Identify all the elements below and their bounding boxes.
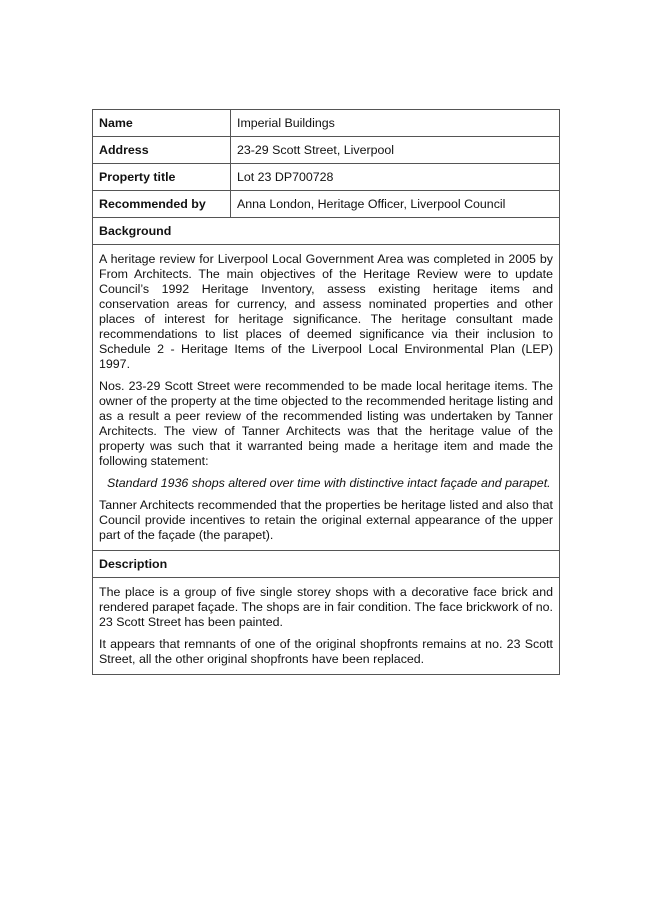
recommended-by-row	[93, 191, 560, 218]
field-label: Name	[93, 110, 231, 137]
background-body	[93, 245, 560, 551]
description-heading-row	[93, 551, 560, 578]
field-value: 23-29 Scott Street, Liverpool	[231, 137, 560, 164]
address-row	[93, 137, 560, 164]
field-label: Address	[93, 137, 231, 164]
field-label: Property title	[93, 164, 231, 191]
description-body-row	[93, 578, 560, 675]
field-value: Anna London, Heritage Officer, Liverpool Council	[231, 191, 560, 218]
field-value: Lot 23 DP700728	[231, 164, 560, 191]
description-paragraph: The place is a group of five single storey shops with a decorative face brick and rendered parapet façade. The shops are in fair condition. The face brickwork of no. 23 Scott Street has been painted.	[99, 585, 553, 629]
background-heading-row	[93, 218, 560, 245]
background-paragraph: Nos. 23-29 Scott Street were recommended to be made local heritage items. The owner of the property at the time objected to the recommended heritage listing and as a result a peer review of the recommended listing was undertaken by Tanner Architects. The view of Tanner Architects was that the heritage value of the property was such that it warranted being made a heritage item and made the following statement:	[99, 379, 553, 468]
description-paragraph: It appears that remnants of one of the original shopfronts remains at no. 23 Scott Street, all the other original shopfronts have been replaced.	[99, 637, 553, 666]
tanner-quote: Standard 1936 shops altered over time with distinctive intact façade and parapet.	[107, 476, 551, 490]
background-paragraph: A heritage review for Liverpool Local Government Area was completed in 2005 by From Architects. The main objectives of the Heritage Review were to update Council’s 1992 Heritage Inventory, assess existing heritage items and conservation areas for currency, and assess nominated properties and other places of interest for heritage significance. The heritage consultant made recommendations to list places of deemed significance via their inclusion to Schedule 2 - Heritage Items of the Liverpool Local Environmental Plan (LEP) 1997.	[99, 252, 553, 371]
heritage-details-table	[92, 109, 560, 675]
field-value: Imperial Buildings	[231, 110, 560, 137]
background-body-row	[93, 245, 560, 551]
background-paragraph: Tanner Architects recommended that the properties be heritage listed and also that Council provide incentives to retain the original external appearance of the upper part of the façade (the parapet).	[99, 498, 553, 542]
field-label: Recommended by	[93, 191, 231, 218]
background-heading: Background	[93, 218, 560, 245]
name-row	[93, 110, 560, 137]
description-heading: Description	[93, 551, 560, 578]
description-body	[93, 578, 560, 675]
property-title-row	[93, 164, 560, 191]
